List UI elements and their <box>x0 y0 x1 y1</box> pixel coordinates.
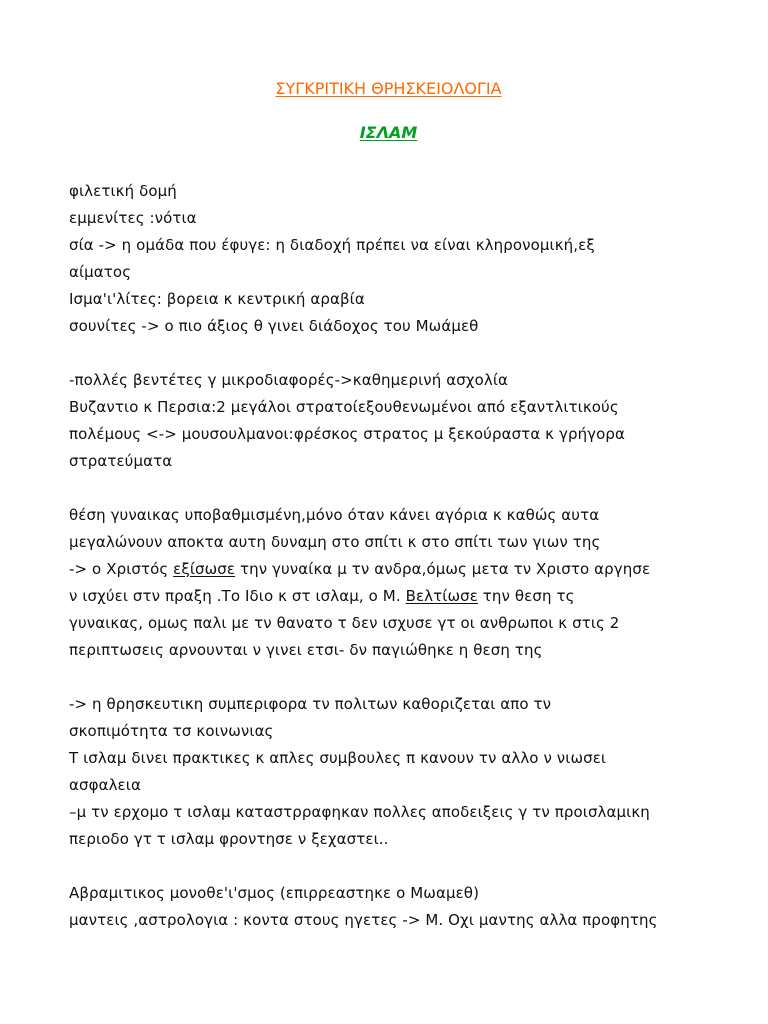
text-line: -πολλές βεντέτες γ μικροδιαφορές->καθημερινή ασχολία <box>69 371 508 389</box>
text-line: -> η θρησκευτικη συμπεριφορα τν πολιτων καθοριζεται απο τν <box>69 695 552 713</box>
paragraph-gap <box>69 475 708 502</box>
text-line: Βυζαντιο κ Περσια:2 μεγάλοι στρατοίεξουθενωμένοι από εξαντλιτικούς <box>69 398 619 416</box>
text-line: γυναικας, ομως παλι με τν θανατο τ δεν ισχυσε γτ οι ανθρωποι κ στις 2 <box>69 614 620 632</box>
paragraph-2 <box>69 367 708 475</box>
text-line <box>69 583 708 610</box>
text-segment: την θεση τς <box>477 587 575 605</box>
text-line: στρατεύματα <box>69 452 173 470</box>
underlined-word: εξίσωσε <box>173 560 236 578</box>
text-line: σκοπιμότητα τσ κοινωνιας <box>69 722 274 740</box>
text-line: πολέμους <-> μουσουλμανοι:φρέσκος στρατος μ ξεκούραστα κ γρήγορα <box>69 425 626 443</box>
text-line: ασφαλεια <box>69 776 141 794</box>
text-line: σία -> η ομάδα που έφυγε: η διαδοχή πρέπει να είναι κληρονομική,εξ <box>69 236 595 254</box>
paragraph-3 <box>69 502 708 664</box>
text-line: μαντεις ,αστρολογια : κοντα στους ηγετες -> Μ. Οχι μαντης αλλα προφητης <box>69 911 658 929</box>
text-line: –μ τν ερχομο τ ισλαμ καταστρραφηκαν πολλες αποδειξεις γ τν προισλαμικη <box>69 803 650 821</box>
document-title: ΣΥΓΚΡΙΤΙΚΗ ΘΡΗΣΚΕΙΟΛΟΓΙΑ <box>275 79 502 98</box>
paragraph-gap <box>69 340 708 367</box>
paragraph-gap <box>69 664 708 691</box>
text-line: Ισμα'ι'λίτες: βορεια κ κεντρική αραβία <box>69 290 365 308</box>
text-line: εμμενίτες :νότια <box>69 209 197 227</box>
text-line: θέση γυναικας υποβαθμισμένη,μόνο όταν κάνει αγόρια κ καθώς αυτα <box>69 506 600 524</box>
text-segment: την γυναίκα μ τν ανδρα,όμως μετα τν Χριστο αργησε <box>235 560 651 578</box>
text-line: περιπτωσεις αρνουνται ν γινει ετσι- δν παγιώθηκε η θεση της <box>69 641 543 659</box>
text-line: Τ ισλαμ δινει πρακτικες κ απλες συμβουλες π κανουν τν αλλο ν νιωσει <box>69 749 607 767</box>
text-line: περιοδο γτ τ ισλαμ φροντησε ν ξεχαστει.. <box>69 830 389 848</box>
document-subtitle: ΙΣΛΑΜ <box>359 123 418 142</box>
text-segment: ν ισχύει στν πραξη .Το Ιδιο κ στ ισλαμ, ο Μ. <box>69 587 406 605</box>
paragraph-1 <box>69 178 708 340</box>
paragraph-gap <box>69 853 708 880</box>
paragraph-5 <box>69 880 708 934</box>
underlined-word: Βελτίωσε <box>405 587 478 605</box>
paragraph-4 <box>69 691 708 853</box>
text-line: μεγαλώνουν αποκτα αυτη δυναμη στο σπίτι κ στο σπίτι των γιων της <box>69 533 601 551</box>
text-segment: -> ο Χριστός <box>69 560 174 578</box>
text-line: φιλετική δομή <box>69 182 177 200</box>
document-body <box>69 178 708 934</box>
text-line: σουνίτες -> ο πιο άξιος θ γινει διάδοχος του Μωάμεθ <box>69 317 479 335</box>
text-line: Αβραμιτικος μονοθε'ι'σμος (επιρρεαστηκε ο Μωαμεθ) <box>69 884 480 902</box>
text-line <box>69 556 708 583</box>
text-line: αίματος <box>69 263 132 281</box>
